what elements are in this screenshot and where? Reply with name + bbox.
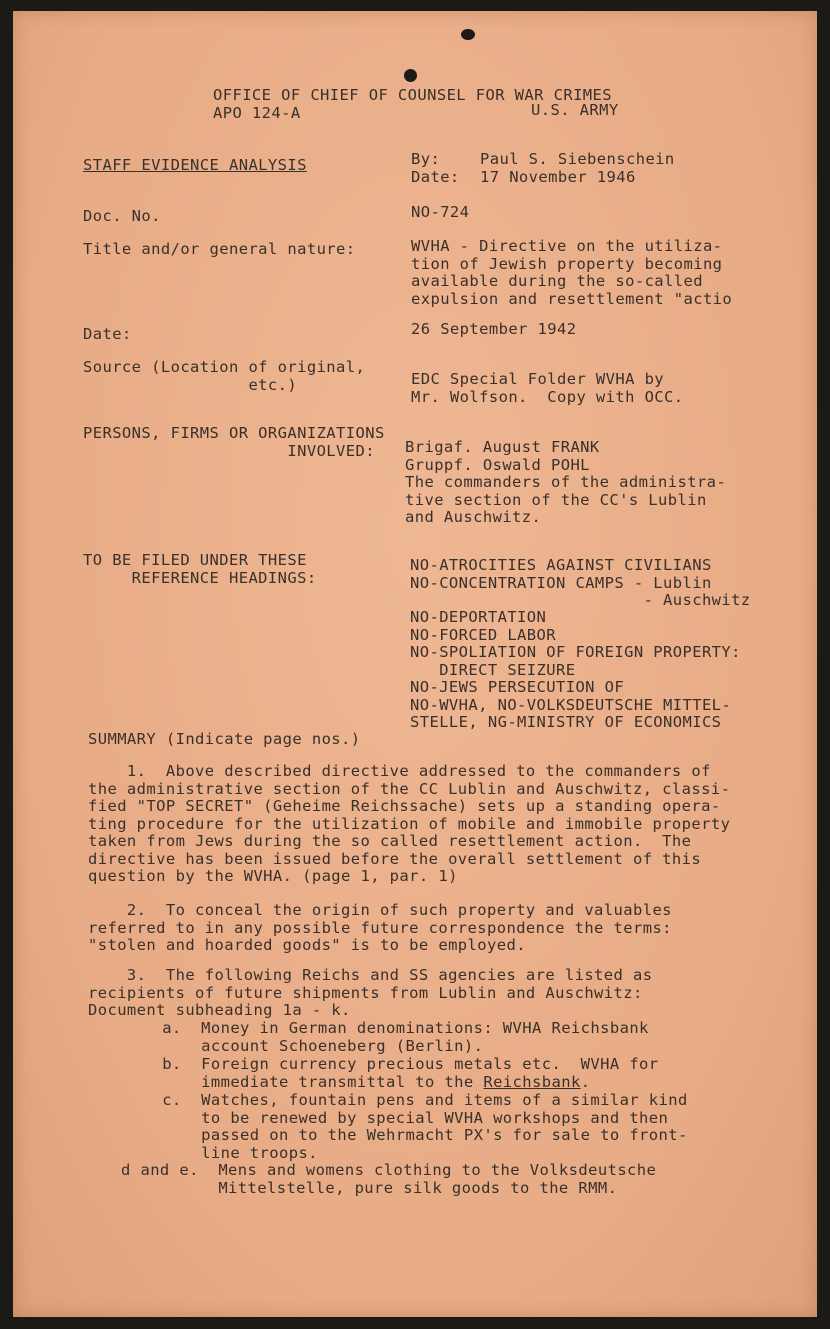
persons-value: Brigaf. August FRANK Gruppf. Oswald POHL The commanders of the administra- tive section of the CC's Lublin and Auschwitz. (405, 438, 727, 526)
summary-label: SUMMARY (Indicate page nos.) (88, 730, 361, 748)
title-value: WVHA - Directive on the utiliza- tion of Jewish property becoming available during the so-called expulsion and resettlement "actio (411, 237, 733, 308)
doc-date-value: 26 September 1942 (411, 320, 577, 338)
ink-blot (461, 29, 475, 40)
doc-no-value: NO-724 (411, 203, 470, 221)
summary-item-d-e: d and e. Mens and womens clothing to the Volksdeutsche Mittelstelle, pure silk goods to the RMM. (121, 1161, 657, 1197)
analysis-heading: STAFF EVIDENCE ANALYSIS (83, 156, 307, 174)
summary-item-c: c. Watches, fountain pens and items of a similar kind to be renewed by special WVHA workshops and then passed on to the Wehrmacht PX's for sale to front- line troops. (162, 1091, 688, 1162)
summary-paragraph-3: 3. The following Reichs and SS agencies are listed as recipients of future shipments from Lublin and Auschwitz: Document subheading 1a - k. (88, 966, 653, 1019)
analysis-date-label: Date: (411, 168, 460, 186)
headings-label: TO BE FILED UNDER THESE REFERENCE HEADINGS: (83, 551, 317, 587)
doc-date-label: Date: (83, 325, 132, 343)
reichsbank-text: Reichsbank (483, 1072, 581, 1091)
author-name: Paul S. Siebenschein (480, 150, 675, 168)
army-label: U.S. ARMY (531, 101, 619, 119)
summary-paragraph-2: 2. To conceal the origin of such property and valuables referred to in any possible future correspondence the terms: "stolen and hoarded goods" is to be employed. (88, 901, 672, 954)
apo-number: APO 124-A (213, 104, 301, 122)
office-heading: OFFICE OF CHIEF OF COUNSEL FOR WAR CRIMES (213, 86, 613, 104)
summary-paragraph-1: 1. Above described directive addressed to the commanders of the administrative section of the CC Lublin and Auschwitz, classi- fied "TOP SECRET" (Geheime Reichssache) sets up a standing opera- ting procedure for the utilization of mobile and immobile property taken from Jews during the so called resettlement action. The directive has been issued before the overall settlement of this question by the WVHA. (page 1, par. 1) (88, 762, 731, 885)
title-label: Title and/or general nature: (83, 240, 356, 258)
document-page (13, 11, 817, 1317)
doc-no-label: Doc. No. (83, 207, 161, 225)
analysis-date: 17 November 1946 (480, 168, 636, 186)
ink-blot (404, 69, 417, 82)
persons-label: PERSONS, FIRMS OR ORGANIZATIONS INVOLVED: (83, 424, 385, 460)
by-label: By: (411, 150, 441, 168)
source-value: EDC Special Folder WVHA by Mr. Wolfson. Copy with OCC. (411, 370, 684, 406)
headings-list-1: NO-ATROCITIES AGAINST CIVILIANS NO-CONCENTRATION CAMPS - Lublin - Auschwitz (410, 556, 751, 609)
summary-item-b: b. Foreign currency precious metals etc. WVHA for immediate transmittal to the Reichsbank. (162, 1055, 659, 1091)
summary-item-a: a. Money in German denominations: WVHA Reichsbank account Schoeneberg (Berlin). (162, 1019, 649, 1055)
source-label: Source (Location of original, etc.) (83, 358, 366, 394)
headings-list-2: NO-DEPORTATION NO-FORCED LABOR NO-SPOLIATION OF FOREIGN PROPERTY: DIRECT SEIZURE NO-JEWS PERSECUTION OF NO-WVHA, NO-VOLKSDEUTSCHE MITTEL- STELLE, NG-MINISTRY OF ECONOMICS (410, 608, 741, 731)
